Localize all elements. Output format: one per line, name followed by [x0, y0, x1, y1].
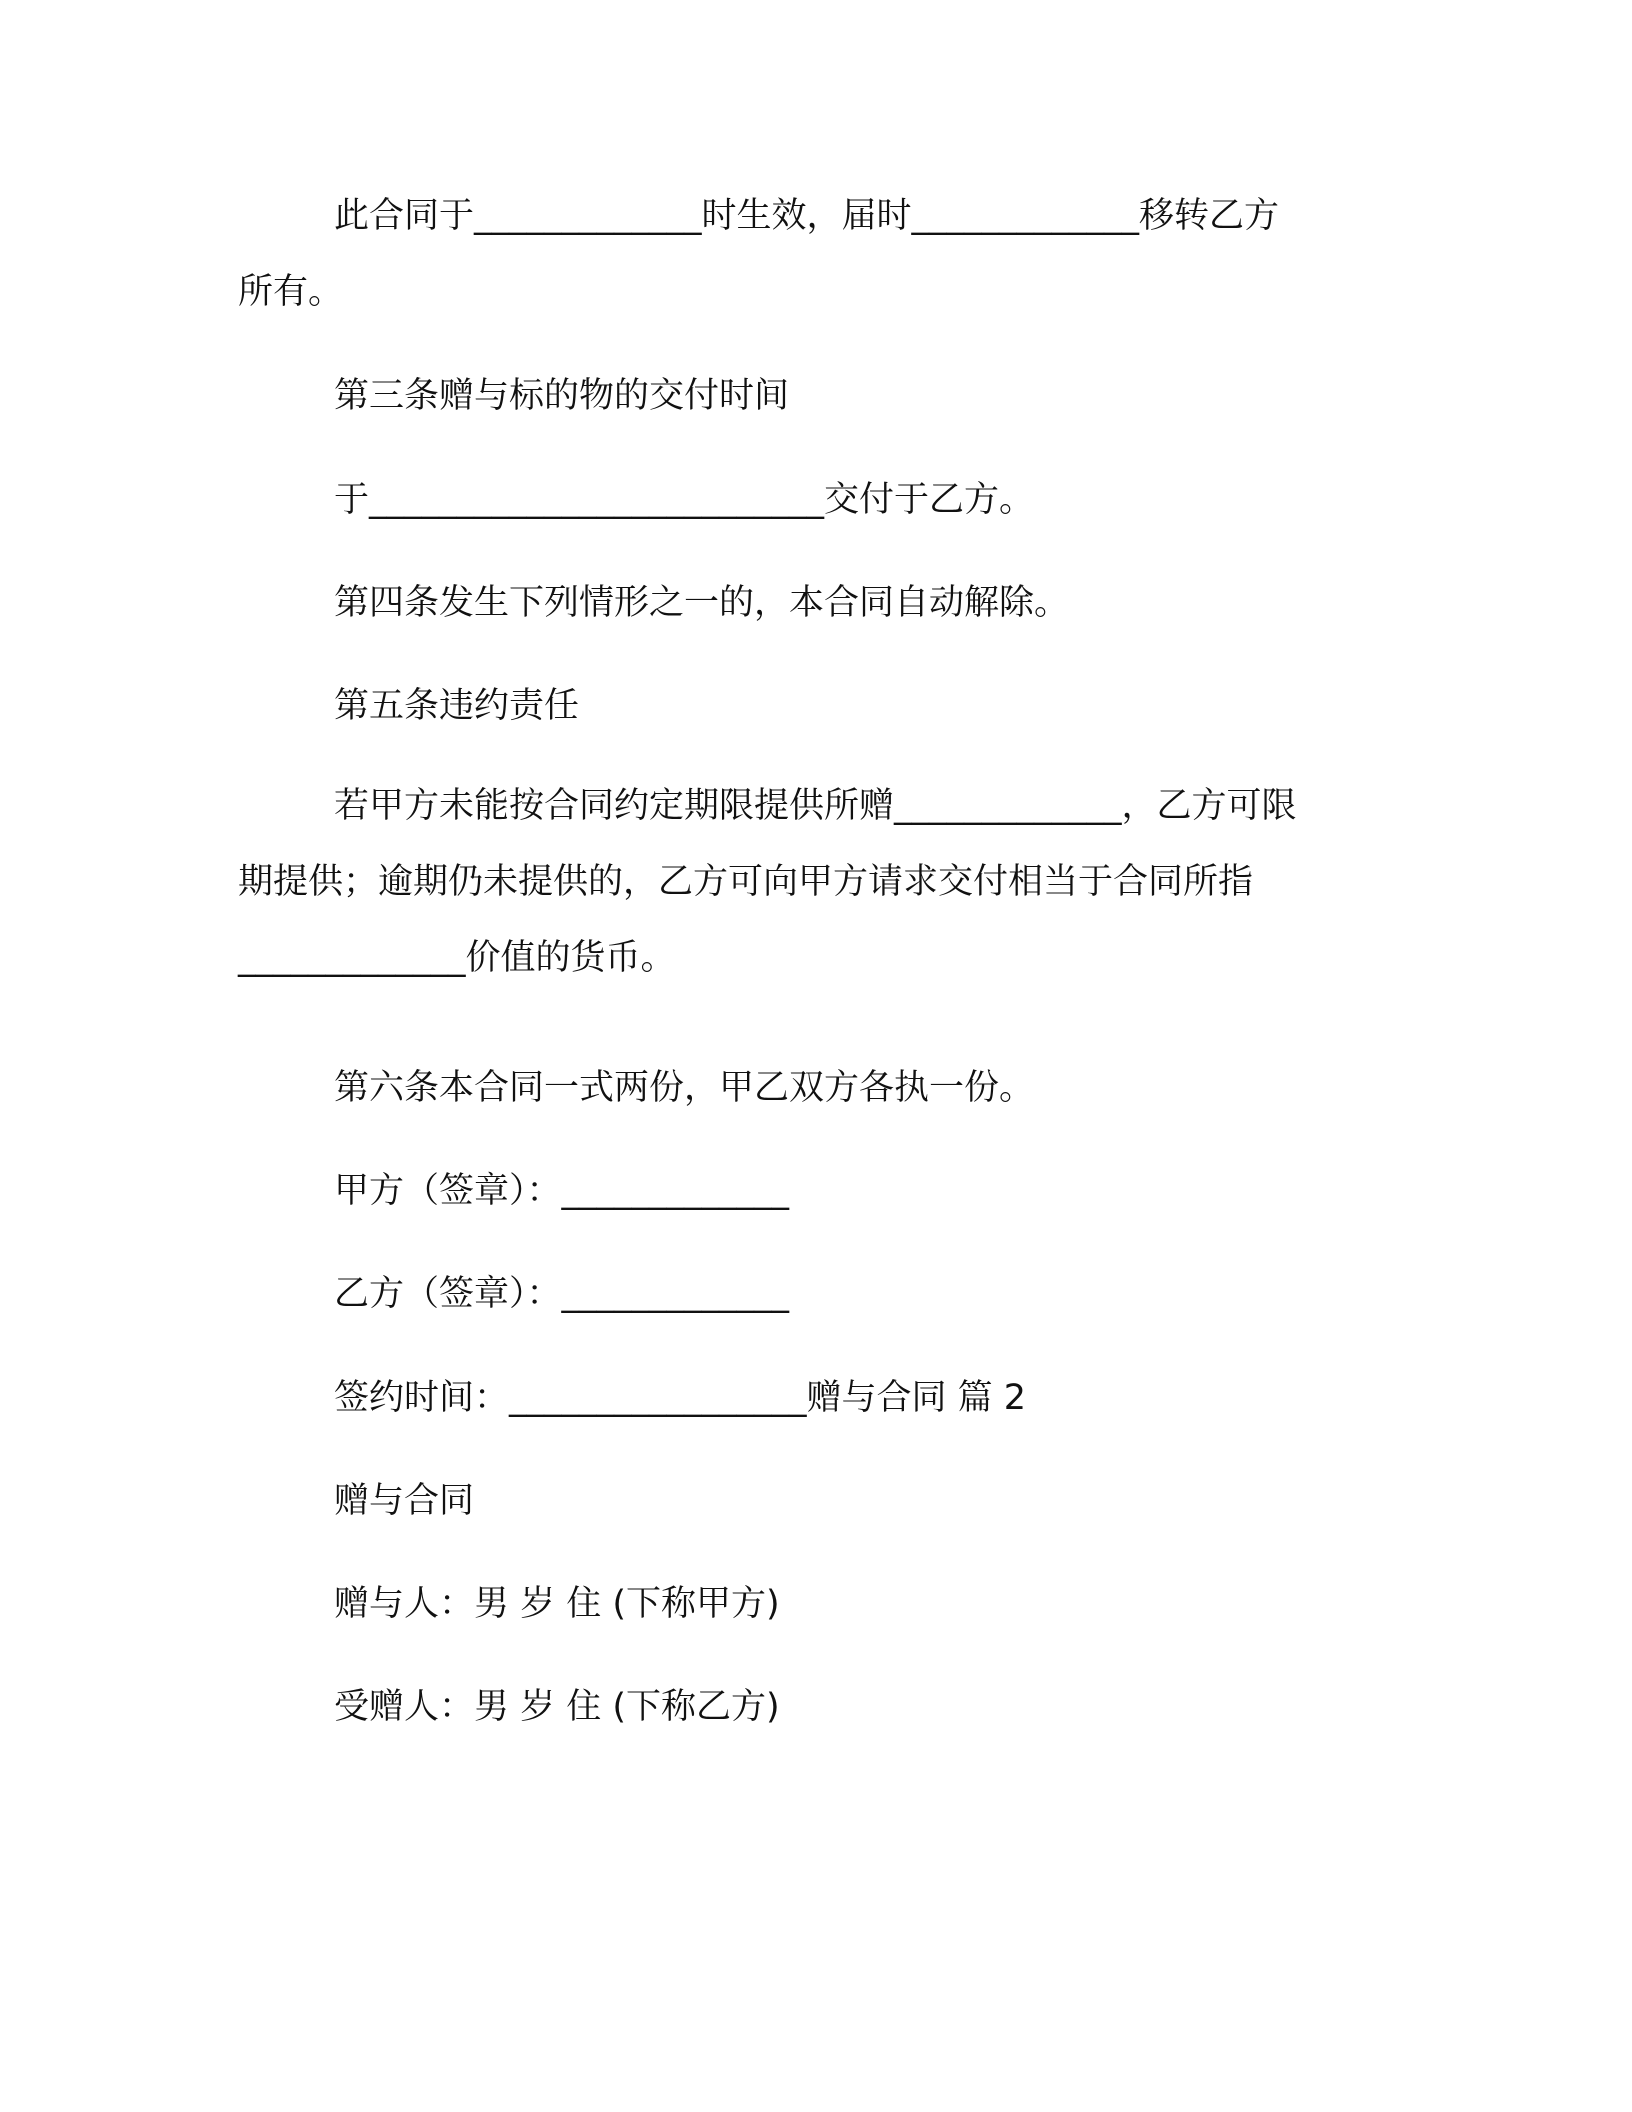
clause-4-text: 第四条发生下列情形之一的，本合同自动解除。 [334, 583, 1070, 623]
paragraph-line: _____________价值的货币。 [238, 938, 676, 978]
paragraph-line: 若甲方未能按合同约定期限提供所赠_____________，乙方可限 [334, 786, 1297, 826]
clause-3-text: 于__________________________交付于乙方。 [334, 480, 1035, 520]
clause-5-text [238, 768, 1388, 996]
paragraph-line: 此合同于_____________时生效，届时_____________移转乙方 [334, 196, 1280, 236]
contract-title: 赠与合同 [334, 1481, 475, 1521]
paragraph-line: 期提供；逾期仍未提供的，乙方可向甲方请求交付相当于合同所指 [238, 862, 1254, 902]
party-b-signature: 乙方（签章）：_____________ [334, 1274, 790, 1314]
donor-info: 赠与人：男 岁 住 (下称甲方) [334, 1584, 780, 1624]
signing-date: 签约时间：_________________赠与合同 篇 2 [334, 1378, 1027, 1418]
donee-info: 受赠人：男 岁 住 (下称乙方) [334, 1687, 780, 1727]
clause-6-text: 第六条本合同一式两份，甲乙双方各执一份。 [334, 1068, 1035, 1108]
party-a-signature: 甲方（签章）：_____________ [334, 1171, 790, 1211]
clause-5-heading: 第五条违约责任 [334, 686, 580, 726]
clause-3-heading: 第三条赠与标的物的交付时间 [334, 376, 790, 416]
paragraph-line: 所有。 [238, 272, 344, 312]
paragraph-effective-date [238, 178, 1388, 330]
